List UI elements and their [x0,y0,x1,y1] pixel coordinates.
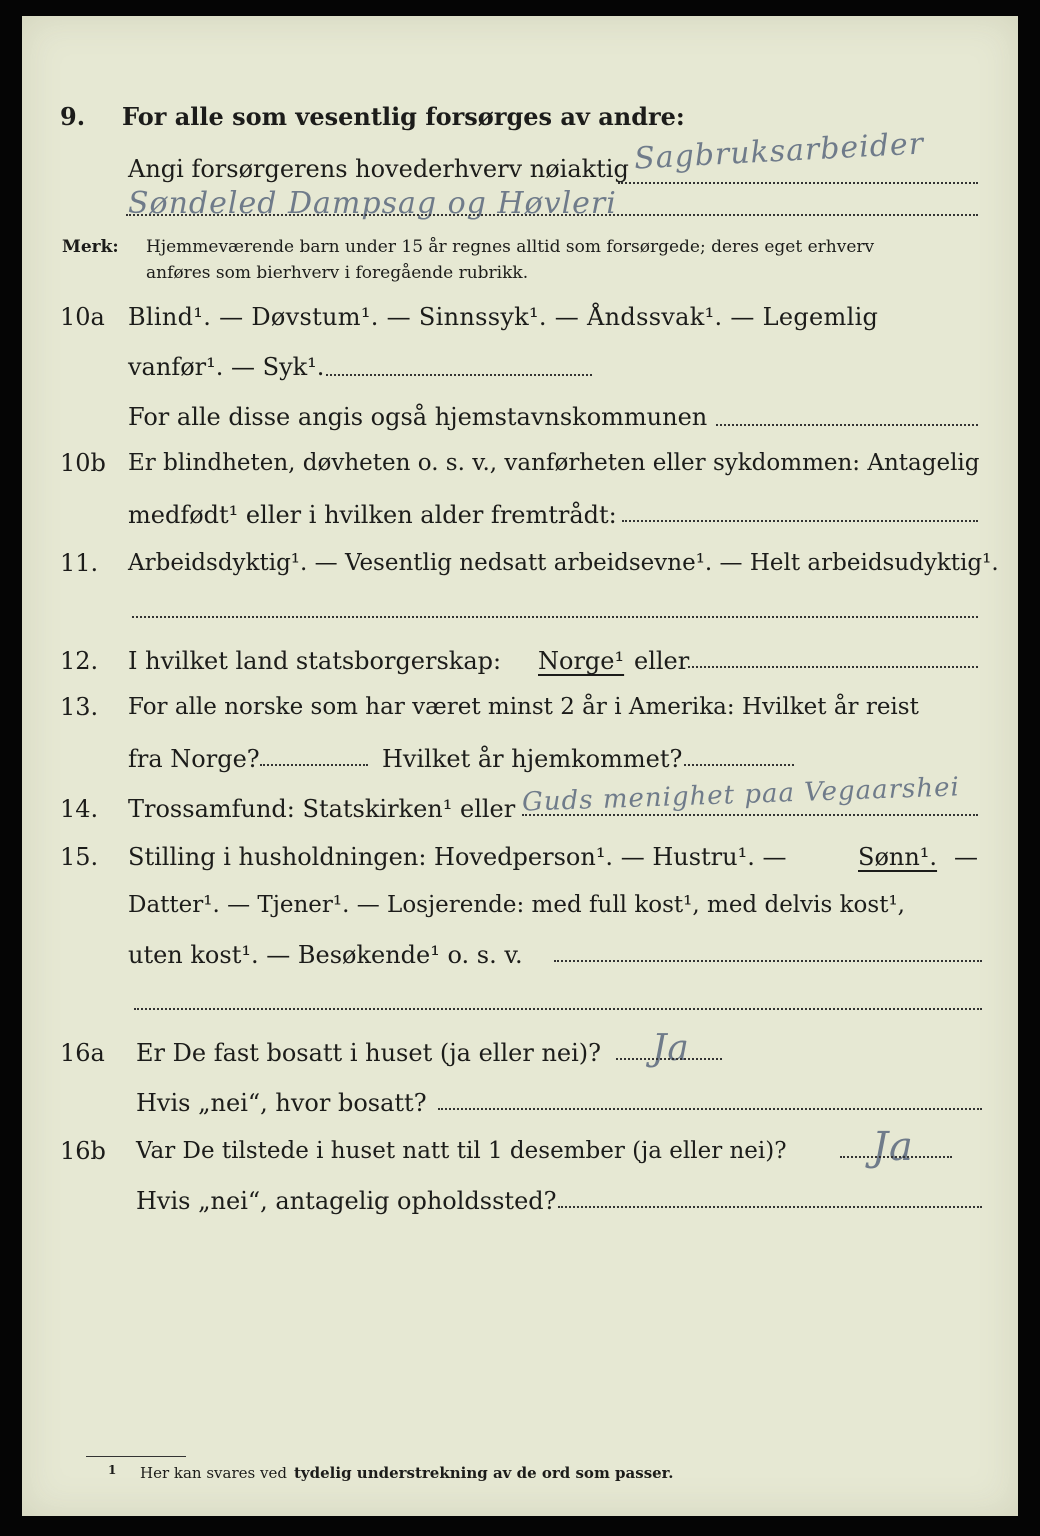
q16a-residence-line [438,1108,982,1110]
q10a-options2: vanfør¹. — Syk¹. [128,353,325,381]
q16b-answer-line [840,1156,952,1158]
q12-option-norge: Norge¹ [538,647,625,675]
q10b-onset-label: medfødt¹ eller i hvilken alder fremtrådt: [128,501,617,529]
q12-label: I hvilket land statsborgerskap: [128,647,502,675]
q9-answer-employer: Søndeled Dampsag og Høvleri [128,186,617,221]
q13-departure-line [260,764,368,766]
q12-answer-line [688,666,978,668]
q12-number: 12. [60,647,99,675]
q12-suffix: eller [634,647,690,675]
q13-number: 13. [60,693,99,721]
q9-title: For alle som vesentlig forsørges av andre: [122,102,685,131]
q15-dash: — [954,843,978,871]
q14-answer: Guds menighet paa Vegaarshei [521,772,961,818]
q13-departure-label: fra Norge? [128,745,260,773]
q10a-options: Blind¹. — Døvstum¹. — Sinnssyk¹. — Åndssvak¹. — Legemlig [128,303,879,331]
q9-number: 9. [60,102,86,131]
footnote-mark: 1 [108,1463,117,1477]
q15-line1: Stilling i husholdningen: Hovedperson¹. — Hustru¹. — [128,843,787,871]
q16b-number: 16b [60,1137,106,1165]
q10b-onset-line [622,520,978,522]
q11-number: 11. [60,549,99,577]
q11-answer-line [132,616,978,618]
q10b-question: Er blindheten, døvheten o. s. v., vanførheten eller sykdommen: Antagelig [128,450,980,476]
q16a-number: 16a [60,1039,105,1067]
q11-options: Arbeidsdyktig¹. — Vesentlig nedsatt arbeidsevne¹. — Helt arbeidsudyktig¹. [128,550,999,576]
q16a-answer-line [616,1058,722,1060]
q16b-location-line [558,1206,982,1208]
q13-question: For alle norske som har været minst 2 år i Amerika: Hvilket år reist [128,694,919,720]
q15-line2: Datter¹. — Tjener¹. — Losjerende: med full kost¹, med delvis kost¹, [128,892,905,918]
merk-text2: anføres som bierhverv i foregående rubrikk. [146,263,529,283]
q16a-answer: Ja [652,1028,690,1069]
q10b-number: 10b [60,449,106,477]
footnote-text-b: tydelig understrekning av de ord som passer. [294,1464,674,1482]
q15-number: 15. [60,843,99,871]
q9-provider-label: Angi forsørgerens hovederhverv nøiaktig [128,155,629,183]
q15-answer-line2 [134,1008,982,1010]
merk-label: Merk: [62,237,119,257]
q16a-question: Er De fast bosatt i huset (ja eller nei)? [136,1039,602,1067]
q13-return-label: Hvilket år hjemkommet? [382,745,683,773]
merk-text1: Hjemmeværende barn under 15 år regnes alltid som forsørgede; deres eget erhverv [146,237,875,257]
q9-answer-line1 [618,182,978,184]
q9-answer-line2 [126,214,978,216]
q15-option-sonn: Sønn¹. [858,843,938,871]
q10a-number: 10a [60,303,105,331]
q9-answer-occupation: Sagbruksarbeider [633,126,925,177]
q16b-location-label: Hvis „nei“, antagelig opholdssted? [136,1187,557,1215]
footnote-text-a: Her kan svares ved [140,1464,287,1482]
q16b-answer: Ja [872,1124,914,1170]
q16a-residence-label: Hvis „nei“, hvor bosatt? [136,1089,427,1117]
q15-answer-line [554,960,982,962]
q13-return-line [684,764,794,766]
q16b-question: Var De tilstede i huset natt til 1 desember (ja eller nei)? [136,1138,787,1164]
q10a-syk-line [326,374,592,376]
q15-line3: uten kost¹. — Besøkende¹ o. s. v. [128,941,523,969]
q14-number: 14. [60,795,99,823]
census-form-page [22,16,1018,1516]
q10a-municipality-label: For alle disse angis også hjemstavnskommunen [128,403,708,431]
q10a-municipality-line [716,424,978,426]
q14-answer-line [522,814,978,816]
q14-label: Trossamfund: Statskirken¹ eller [128,795,516,823]
